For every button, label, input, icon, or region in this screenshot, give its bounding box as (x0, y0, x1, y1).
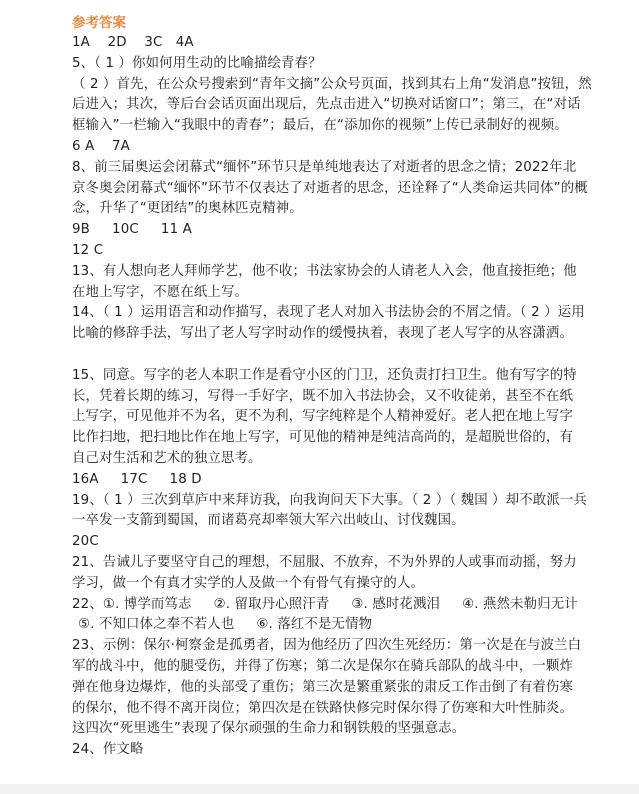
answer-line: 6 A 7A (72, 138, 130, 154)
answer-line: 19、（ 1 ）三次到草庐中来拜访我，向我询问天下大事。（ 2 ）（ 魏国 ）却不敢派一兵 (72, 492, 587, 508)
answer-line: 框输入”一栏输入“我眼中的青春”；最后，在“添加你的视频”上传已录制好的视频。 (72, 118, 568, 134)
answer-line: 比作扫地，把扫地比作在地上写字，可见他的精神是纯洁高尚的，是超脱世俗的，有 (72, 430, 574, 446)
answer-line: 京冬奥会闭幕式“缅怀”环节不仅表达了对逝者的思念，还诠释了“人类命运共同体”的概 (72, 180, 588, 196)
blank-line (72, 345, 620, 366)
answer-line: 16A 17C 18 D (72, 471, 202, 487)
bottom-divider (0, 784, 639, 794)
answer-line: 学习，做一个有真才实学的人及做一个有骨气有操守的人。 (72, 575, 425, 591)
answer-line: 自己对生活和艺术的独立思考。 (72, 450, 262, 466)
answer-line: 9B 10C 11 A (72, 222, 192, 238)
answer-line: （ 2 ）首先，在公众号搜索到“青年文摘”公众号页面，找到其右上角“发消息”按钮，然 (72, 76, 592, 92)
answer-line: 5、（ 1 ）你如何用生动的比喻描绘青春？ (72, 55, 322, 71)
answer-line: ⑤. 不知口体之奉不若人也 ⑥. 落红不是无情物 (78, 617, 373, 633)
answer-line: 弹在他身边爆炸，他的头部受了重伤；第三次是繁重紧张的肃反工作击倒了有着伤寒 (72, 679, 574, 695)
answer-line: 24、作文略 (72, 742, 144, 758)
answer-line: 21、告诫儿子要坚守自己的理想，不屈服、不放弃，不为外界的人或事而动摇，努力 (72, 554, 577, 570)
answers-heading: 参考答案 (72, 15, 126, 31)
answer-line: 8、前三届奥运会闭幕式“缅怀”环节只是单纯地表达了对逝者的思念之情；2022年北 (72, 159, 577, 175)
answer-line: 在地上写字，不愿在纸上写。 (72, 284, 249, 300)
answer-content (72, 13, 620, 761)
answer-line: 念，升华了“更团结”的奥林匹克精神。 (72, 201, 303, 217)
answer-line: 军的战斗中，他的腿受伤，并得了伤寒；第二次是保尔在骑兵部队的战斗中，一颗炸 (72, 658, 574, 674)
answer-line: 22、①. 博学而笃志 ②. 留取丹心照汗青 ③. 感时花溅泪 ④. 燕然未勒归无计 (72, 596, 578, 612)
answer-line: 后进入；其次，等后台会话页面出现后，先点击进入“切换对话窗口”；第三，在“对话 (72, 97, 581, 113)
answer-line: 比喻的修辞手法，写出了老人写字时动作的缓慢执着，表现了老人写字的从容潇洒。 (72, 326, 574, 342)
answer-line: 上写字，可见他并不为名，更不为利，写字纯粹是个人精神爱好。老人把在地上写字 (72, 409, 574, 425)
answer-line: 12 C (72, 242, 104, 258)
answer-line: 13、有人想向老人拜师学艺，他不收；书法家协会的人请老人入会，他直接拒绝；他 (72, 263, 577, 279)
answer-line: 一卒发一支箭到蜀国，而诸葛亮却率领大军六出岐山、讨伐魏国。 (72, 513, 465, 529)
answer-line: 23、示例：保尔·柯察金是孤勇者，因为他经历了四次生死经历：第一次是在与波兰白 (72, 638, 582, 654)
answer-line: 1A 2D 3C 4A (72, 35, 194, 50)
answer-line: 的保尔，他不得不离开岗位；第四次是在铁路快修完时保尔得了伤寒和大叶性肺炎。 (72, 700, 574, 716)
answer-line: 长，凭着长期的练习，写得一手好字，既不加入书法协会，又不收徒弟，甚至不在纸 (72, 388, 574, 404)
answer-line: 14、（ 1 ）运用语言和动作描写，表现了老人对加入书法协会的不屑之情。（ 2 ）运用 (72, 305, 585, 321)
answer-line: 15、同意。写字的老人本职工作是看守小区的门卫，还负责打扫卫生。他有写字的特 (72, 367, 577, 383)
answer-line: 20C (72, 534, 99, 550)
answer-line: 这四次“死里逃生”表现了保尔顽强的生命力和钢铁般的坚强意志。 (72, 721, 466, 737)
